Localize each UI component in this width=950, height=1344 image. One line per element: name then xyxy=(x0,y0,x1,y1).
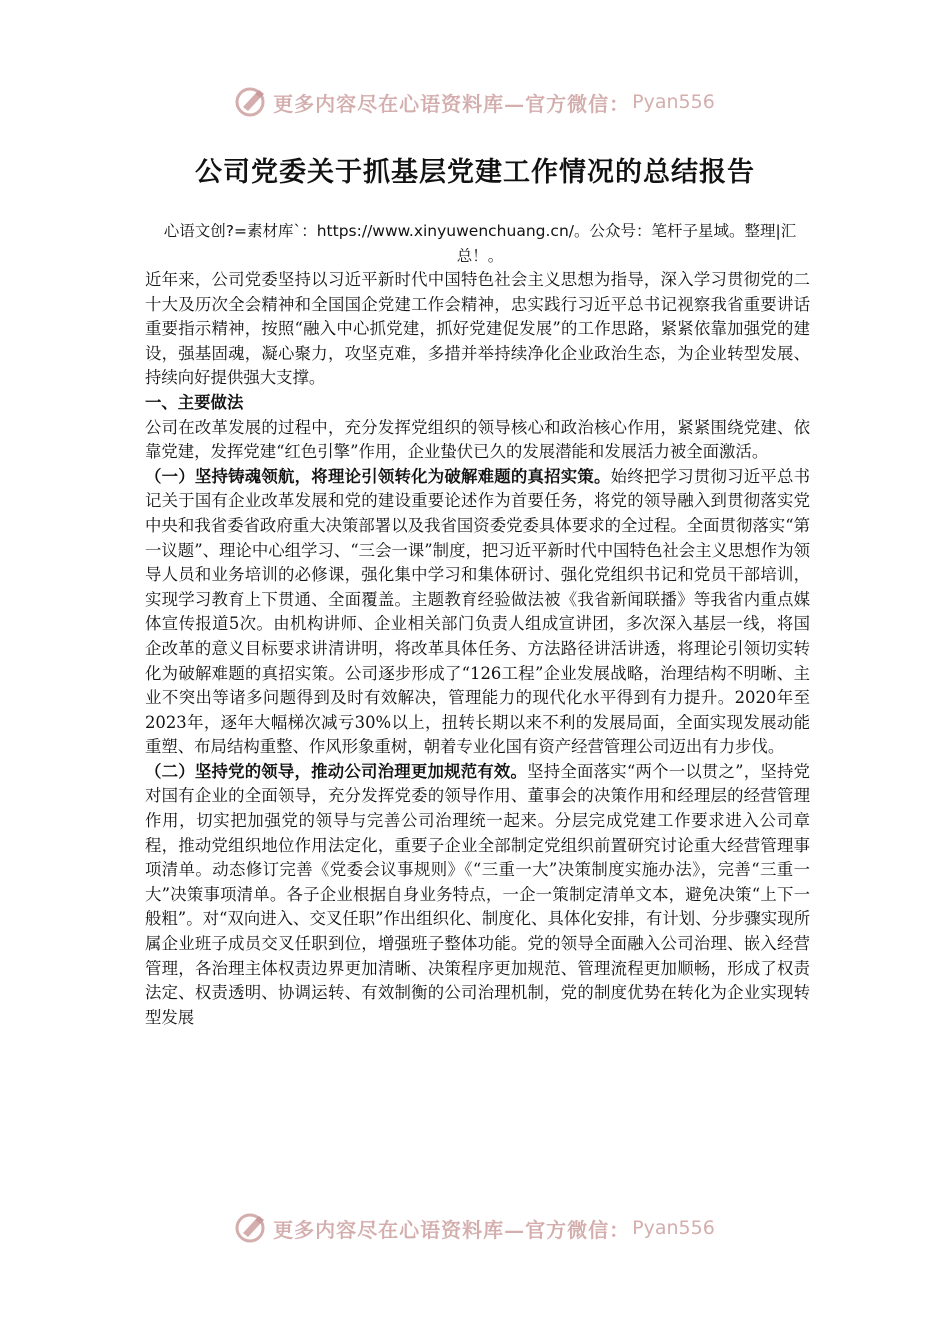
item-lead-1: （一）坚持铸魂领航，将理论引领转化为破解难题的真招实策。 xyxy=(145,466,611,486)
banner-wechat-id: Pyan556 xyxy=(632,91,715,113)
section-intro-paragraph: 公司在改革发展的过程中，充分发挥党组织的领导核心和政治核心作用，紧紧围绕党建、依靠党建，发挥党建“红色引擎”作用，企业蛰伏已久的发展潜能和发展活力被全面激活。 xyxy=(145,417,810,462)
banner-text: 更多内容尽在心语资料库—官方微信： xyxy=(273,91,631,116)
document-title: 公司党委关于抓基层党建工作情况的总结报告 xyxy=(195,157,755,188)
item-lead-2: （二）坚持党的领导，推动公司治理更加规范有效。 xyxy=(145,761,528,781)
intro-paragraph: 近年来，公司党委坚持以习近平新时代中国特色社会主义思想为指导，深入学习贯彻党的二十大及历次全会精神和全国国企党建工作会精神，忠实践行习近平总书记视察我省重要讲话重要指示精神，按照“融入中心抓党建，抓好党建促发展”的工作思路，紧紧依靠加强党的建设，强基固魂，凝心聚力，攻坚克难，多措并举持续净化企业政治生态，为企业转型发展、持续向好提供强大支撑。 xyxy=(145,270,810,388)
pen-logo-icon xyxy=(235,85,269,119)
footer-watermark-banner xyxy=(0,1208,950,1248)
banner-text: 更多内容尽在心语资料库—官方微信： xyxy=(273,1217,631,1242)
document-body xyxy=(145,268,810,1030)
section-heading: 一、主要做法 xyxy=(145,392,244,412)
source-line: 心语文创?=素材库`：https://www.xinyuwenchuang.cn/。公众号：笔杆子星域。整理|汇总！。 xyxy=(163,222,797,265)
header-watermark-banner xyxy=(0,82,950,122)
pen-logo-icon xyxy=(235,1211,269,1245)
item-paragraph-1 xyxy=(145,465,810,760)
item-body-2: 坚持全面落实“两个一以贯之”，坚持党对国有企业的全面领导，充分发挥党委的领导作用、董事会的决策作用和经理层的经营管理作用，切实把加强党的领导与完善公司治理统一起来。分层完成党建工作要求进入公司章程，推动党组织地位作用法定化，重要子企业全部制定党组织前置研究讨论重大经营管理事项清单。动态修订完善《党委会议事规则》《“三重一大”决策制度实施办法》，完善“三重一大”决策事项清单。各子企业根据自身业务特点，一企一策制定清单文本，避免决策“上下一般粗”。对“双向进入、交叉任职”作出组织化、制度化、具体化安排，有计划、分步骤实现所属企业班子成员交叉任职到位，增强班子整体功能。党的领导全面融入公司治理、嵌入经营管理，各治理主体权责边界更加清晰、决策程序更加规范、管理流程更加顺畅，形成了权责法定、权责透明、协调运转、有效制衡的公司治理机制，党的制度优势在转化为企业实现转型发展 xyxy=(145,761,811,1027)
item-paragraph-2 xyxy=(145,760,810,1031)
item-body-1: 始终把学习贯彻习近平总书记关于国有企业改革发展和党的建设重要论述作为首要任务，将党的领导融入到贯彻落实党中央和我省委省政府重大决策部署以及我省国资委党委具体要求的全过程。全面贯彻落实“第一议题”、理论中心组学习、“三会一课”制度，把习近平新时代中国特色社会主义思想作为领导人员和业务培训的必修课，强化集中学习和集体研讨、强化党组织书记和党员干部培训，实现学习教育上下贯通、全面覆盖。主题教育经验做法被《我省新闻联播》等我省内重点媒体宣传报道5次。由机构讲师、企业相关部门负责人组成宣讲团，多次深入基层一线，将国企改革的意义目标要求讲清讲明，将改革具体任务、方法路径讲活讲透，将理论引领切实转化为破解难题的真招实策。公司逐步形成了“126工程”企业发展战略，治理结构不明晰、主业不突出等诸多问题得到及时有效解决，管理能力的现代化水平得到有力提升。2020年至2023年，逐年大幅梯次减亏30%以上，扭转长期以来不利的发展局面，全面实现发展动能重塑、布局结构重整、作风形象重树，朝着专业化国有资产经营管理公司迈出有力步伐。 xyxy=(145,466,811,757)
banner-wechat-id: Pyan556 xyxy=(632,1217,715,1239)
